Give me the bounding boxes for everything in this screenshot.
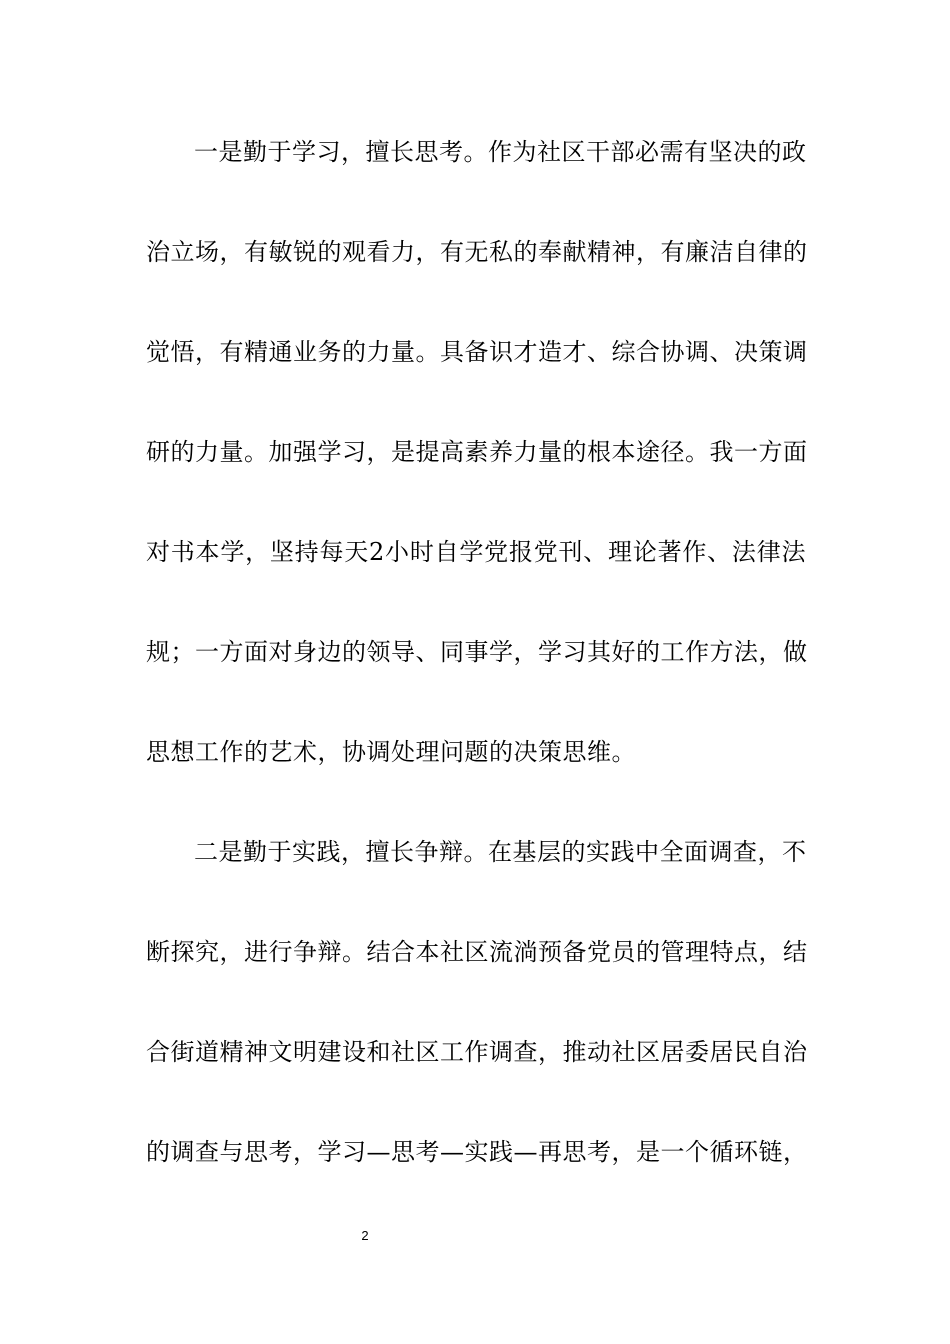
paragraph-1-line-3: 觉悟，有精通业务的力量。具备识才造才、综合协调、决策调 bbox=[146, 338, 808, 366]
paragraph-1-line-5: 对书本学，坚持每天2小时自学党报党刊、理论著作、法律法 bbox=[146, 538, 806, 566]
page-number: 2 bbox=[361, 1228, 369, 1243]
paragraph-2-line-1: 二是勤于实践，擅长争辩。在基层的实践中全面调查，不 bbox=[194, 838, 807, 866]
paragraph-2-line-4: 的调查与思考，学习—思考—实践—再思考，是一个循环链， bbox=[146, 1138, 808, 1166]
paragraph-2-line-2: 断探究，进行争辩。结合本社区流淌预备党员的管理特点，结 bbox=[146, 938, 808, 966]
paragraph-1-line-6: 规；一方面对身边的领导、同事学，学习其好的工作方法，做 bbox=[146, 638, 808, 666]
paragraph-1-line-2: 治立场，有敏锐的观看力，有无私的奉献精神，有廉洁自律的 bbox=[146, 238, 808, 266]
paragraph-2-line-3: 合街道精神文明建设和社区工作调查，推动社区居委居民自治 bbox=[146, 1038, 808, 1066]
paragraph-1-line-7: 思想工作的艺术，协调处理问题的决策思维。 bbox=[146, 738, 636, 766]
paragraph-1-line-4: 研的力量。加强学习，是提高素养力量的根本途径。我一方面 bbox=[146, 438, 808, 466]
paragraph-1-line-1: 一是勤于学习，擅长思考。作为社区干部必需有坚决的政 bbox=[194, 138, 807, 166]
